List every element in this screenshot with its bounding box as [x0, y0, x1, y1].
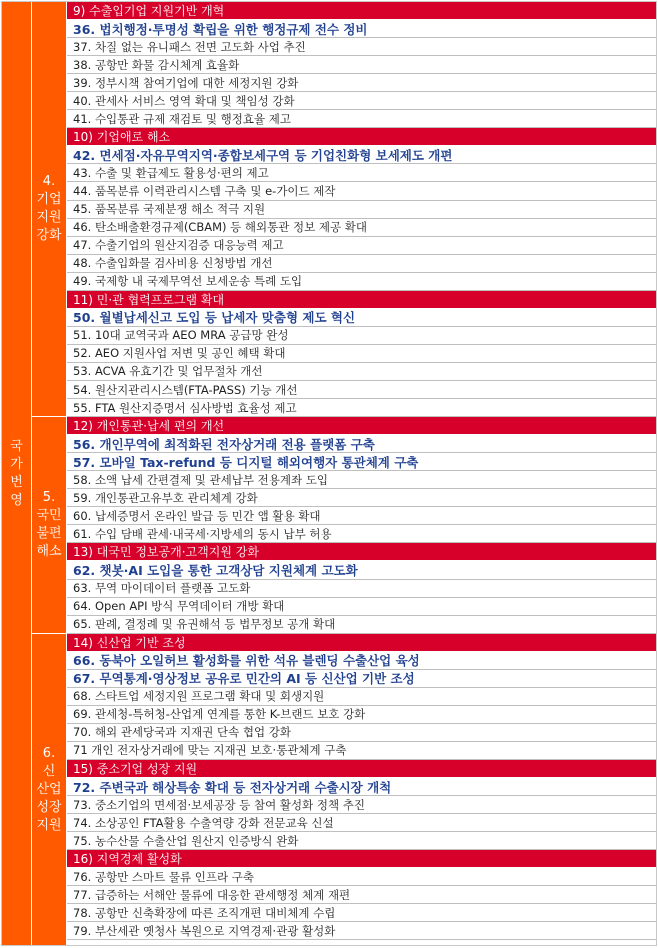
- task-row: 76. 공항만 스마트 물류 인프라 구축: [67, 868, 656, 886]
- main-category-cell: [2, 2, 32, 945]
- task-row: 74. 소상공인 FTA활용 수출역량 강화 전문교육 신설: [67, 814, 656, 832]
- task-row: 38. 공항만 화물 감시체계 효율화: [67, 56, 656, 74]
- task-row: 78. 공항만 신축확장에 따른 조직개편 대비체계 수립: [67, 904, 656, 922]
- task-row: 60. 납세증명서 온라인 발급 등 민간 앱 활용 확대: [67, 507, 656, 525]
- subcategory-cell-4: [32, 2, 67, 417]
- task-row: 58. 소액 납세 간편결제 및 관세납부 전용계좌 도입: [67, 471, 656, 489]
- task-row: 75. 농수산물 수출산업 원산지 인증방식 완화: [67, 832, 656, 850]
- task-row: 49. 국제항 내 국제무역선 보세운송 특례 도입: [67, 273, 656, 291]
- task-list: [67, 2, 656, 940]
- task-row: 37. 차질 없는 유니패스 전면 고도화 사업 추진: [67, 38, 656, 56]
- key-task-row: 42. 면세점·자유무역지역·종합보세구역 등 기업친화형 보세제도 개편: [67, 146, 656, 164]
- policy-table: [1, 1, 657, 946]
- task-row: 48. 수출입화물 검사비용 신청방법 개선: [67, 255, 656, 273]
- task-row: 71 개인 전자상거래에 맞는 지재권 보호·통관체계 구축: [67, 742, 656, 760]
- subcategory-label-6: 6. 신 산업 성장 지원: [36, 745, 62, 833]
- task-row: 59. 개인통관고유부호 관리체계 강화: [67, 489, 656, 507]
- subcategory-cell-5: [32, 417, 67, 634]
- task-row: 63. 무역 마이데이터 플랫폼 고도화: [67, 580, 656, 598]
- section-header: 16) 지역경제 활성화: [67, 850, 656, 868]
- task-row: 46. 탄소배출환경규제(CBAM) 등 해외통관 정보 제공 확대: [67, 219, 656, 237]
- section-header: 13) 대국민 정보공개·고객지원 강화: [67, 543, 656, 561]
- section-header: 11) 민·관 협력프로그램 확대: [67, 291, 656, 309]
- task-row: 65. 판례, 결정례 및 유권해석 등 법무정보 공개 확대: [67, 616, 656, 634]
- task-row: 64. Open API 방식 무역데이터 개방 확대: [67, 598, 656, 616]
- key-task-row: 72. 주변국과 해상특송 확대 등 전자상거래 수출시장 개척: [67, 778, 656, 796]
- task-row: 39. 정부시책 참여기업에 대한 세정지원 강화: [67, 74, 656, 92]
- key-task-row: 36. 법치행정·투명성 확립을 위한 행정규제 전수 정비: [67, 20, 656, 38]
- section-header: 12) 개인통관·납세 편의 개선: [67, 417, 656, 435]
- task-row: 73. 중소기업의 면세점·보세공장 등 참여 활성화 정책 추진: [67, 796, 656, 814]
- task-row: 68. 스타트업 세정지원 프로그램 확대 및 회생지원: [67, 688, 656, 706]
- task-row: 40. 관세사 서비스 영역 확대 및 책임성 강화: [67, 92, 656, 110]
- task-row: 77. 급증하는 서해안 물류에 대응한 관세행정 체계 재편: [67, 886, 656, 904]
- task-row: 43. 수출 및 환급제도 활용성·편의 제고: [67, 164, 656, 182]
- task-row: 44. 품목분류 이력관리시스템 구축 및 e-가이드 제작: [67, 182, 656, 200]
- task-row: 45. 품목분류 국제분쟁 해소 적극 지원: [67, 201, 656, 219]
- subcategory-label-5: 5. 국민 불편 해소: [36, 490, 62, 559]
- key-task-row: 56. 개인무역에 최적화된 전자상거래 전용 플랫폼 구축: [67, 435, 656, 453]
- section-header: 9) 수출입기업 지원기반 개혁: [67, 2, 656, 20]
- task-row: 54. 원산지관리시스템(FTA-PASS) 기능 개선: [67, 381, 656, 399]
- section-header: 14) 신산업 기반 조성: [67, 634, 656, 652]
- task-row: 41. 수입통관 규제 재검토 및 행정효율 제고: [67, 110, 656, 128]
- subcategory-cell-6: [32, 634, 67, 945]
- key-task-row: 67. 무역통계·영상정보 공유로 민간의 AI 등 신산업 기반 조성: [67, 670, 656, 688]
- key-task-row: 66. 동북아 오일허브 활성화를 위한 석유 블렌딩 수출산업 육성: [67, 652, 656, 670]
- task-row: 52. AEO 지원사업 저변 및 공인 혜택 확대: [67, 345, 656, 363]
- task-row: 47. 수출기업의 원산지검증 대응능력 제고: [67, 237, 656, 255]
- task-row: 53. ACVA 유효기간 및 업무절차 개선: [67, 363, 656, 381]
- task-row: 70. 해외 관세당국과 지재권 단속 협업 강화: [67, 724, 656, 742]
- section-header: 15) 중소기업 성장 지원: [67, 760, 656, 778]
- task-row: 55. FTA 원산지증명서 심사방법 효율성 제고: [67, 399, 656, 417]
- task-row: 69. 관세청-특허청-산업계 연계를 통한 K-브랜드 보호 강화: [67, 706, 656, 724]
- subcategory-label-4: 4. 기업 지원 강화: [36, 174, 62, 243]
- section-header: 10) 기업애로 해소: [67, 128, 656, 146]
- key-task-row: 57. 모바일 Tax-refund 등 디지털 해외여행자 통관체계 구축: [67, 453, 656, 471]
- task-row: 51. 10대 교역국과 AEO MRA 공급망 완성: [67, 327, 656, 345]
- main-category-label: 국가번영: [10, 438, 23, 508]
- key-task-row: 50. 월별납세신고 도입 등 납세자 맞춤형 제도 혁신: [67, 309, 656, 327]
- key-task-row: 62. 챗봇·AI 도입을 통한 고객상담 지원체계 고도화: [67, 561, 656, 579]
- task-row: 79. 부산세관 옛청사 복원으로 지역경제·관광 활성화: [67, 922, 656, 940]
- task-row: 61. 수입 담배 관세·내국세·지방세의 동시 납부 허용: [67, 525, 656, 543]
